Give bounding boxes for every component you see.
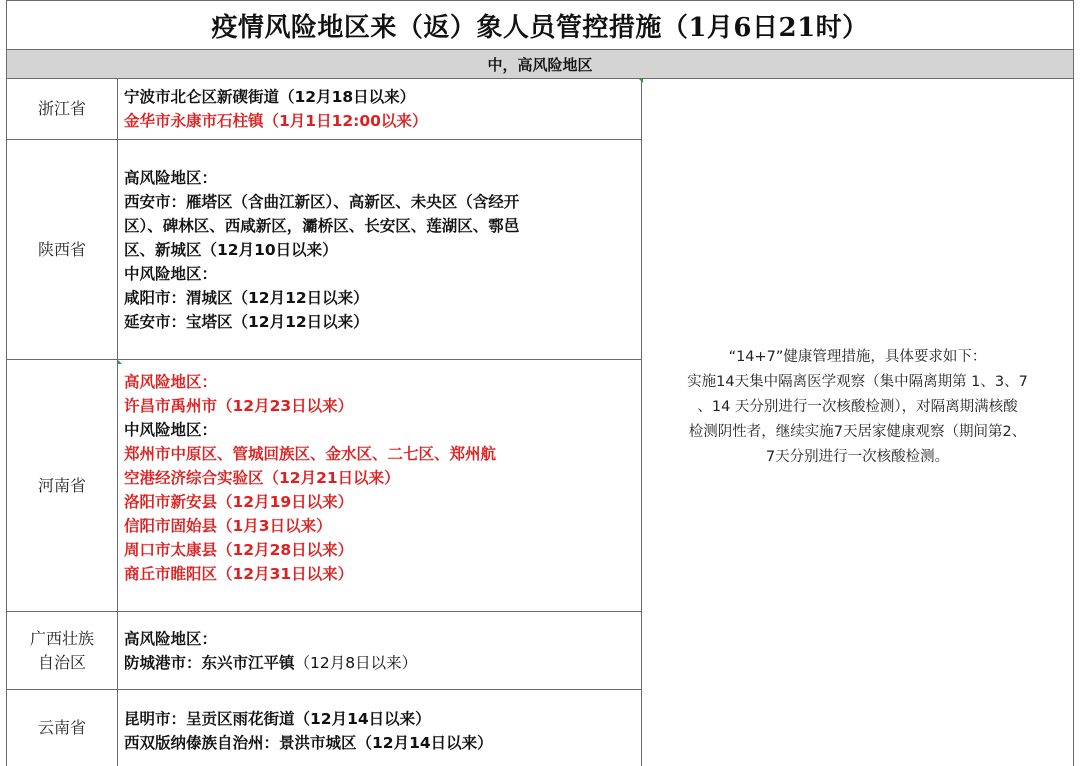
- province-cell-yunnan: [7, 690, 118, 766]
- measure-line: “14+7”健康管理措施，具体要求如下：: [728, 349, 987, 365]
- area-line: 区）、碑林区、西咸新区，灞桥区、长安区、莲湖区、鄠邑: [124, 216, 520, 235]
- measure-line: 、14 天分别进行一次核酸检测），对隔离期满核酸: [697, 399, 1018, 415]
- measure-line: 实施14天集中隔离医学观察（集中隔离期第 1、3、7: [687, 374, 1028, 390]
- cell-marker-icon: [118, 360, 122, 364]
- area-cell-henan: [118, 360, 642, 612]
- area-line: 高风险地区：: [124, 629, 218, 648]
- area-line: 许昌市禹州市（12月23日以来）: [124, 397, 354, 415]
- measure-line: 7天分别进行一次核酸检测。: [765, 449, 950, 465]
- section-header: 中，高风险地区: [7, 50, 1073, 79]
- area-line: 区、新城区（12月10日以来）: [124, 240, 338, 259]
- area-cell-zhejiang: [118, 79, 642, 140]
- province-cell-shaanxi: [7, 140, 118, 360]
- control-measures-cell: [642, 79, 1073, 766]
- area-line: 金华市永康市石柱镇（1月1日12:00以来）: [124, 112, 428, 130]
- area-line: 延安市：宝塔区（12月12日以来）: [124, 312, 369, 331]
- province-name: 浙江省: [37, 99, 86, 118]
- area-line: 中风险地区：: [124, 421, 218, 439]
- province-cell-henan: [7, 360, 118, 612]
- area-line: 商丘市睢阳区（12月31日以来）: [124, 565, 354, 583]
- risk-area-table: [6, 0, 1074, 766]
- province-cell-zhejiang: [7, 79, 118, 140]
- province-name: 河南省: [37, 475, 86, 495]
- province-name-line: 自治区: [37, 652, 86, 672]
- area-line: 信阳市固始县（1月3日以来）: [124, 517, 332, 535]
- area-cell-guangxi: [118, 612, 642, 690]
- area-line: [124, 651, 633, 675]
- area-line: 宁波市北仑区新碶街道（12月18日以来）: [124, 88, 416, 106]
- area-line: 西双版纳傣族自治州：景洪市城区（12月14日以来）: [124, 734, 493, 752]
- area-cell-shaanxi: [118, 140, 642, 360]
- cell-marker-icon: [639, 79, 643, 83]
- table-title: 疫情风险地区来（返）象人员管控措施（1月6日21时）: [7, 0, 1073, 50]
- area-line: 高风险地区：: [124, 373, 218, 391]
- area-line: 周口市太康县（12月28日以来）: [124, 541, 354, 559]
- province-name-line: 广西壮族: [29, 628, 94, 648]
- area-line: 西安市：雁塔区（含曲江新区）、高新区、未央区（含经开: [124, 192, 520, 211]
- area-line-date: （12月8日以来）: [294, 653, 418, 672]
- area-line: 郑州市中原区、管城回族区、金水区、二七区、郑州航: [124, 445, 497, 463]
- area-line: 高风险地区：: [124, 168, 218, 187]
- area-line: 昆明市：呈贡区雨花街道（12月14日以来）: [124, 710, 431, 728]
- area-line: 空港经济综合实验区（12月21日以来）: [124, 469, 400, 487]
- area-line: 洛阳市新安县（12月19日以来）: [124, 493, 354, 511]
- area-line: 咸阳市：渭城区（12月12日以来）: [124, 288, 369, 307]
- area-cell-yunnan: [118, 690, 642, 766]
- measure-line: 检测阴性者，继续实施7天居家健康观察（期间第2、: [688, 424, 1027, 440]
- area-line: 中风险地区：: [124, 264, 218, 283]
- area-line-main: 防城港市：东兴市江平镇: [124, 653, 295, 672]
- province-cell-guangxi: [7, 612, 118, 690]
- province-name: 陕西省: [37, 239, 86, 259]
- province-name: 云南省: [37, 718, 86, 737]
